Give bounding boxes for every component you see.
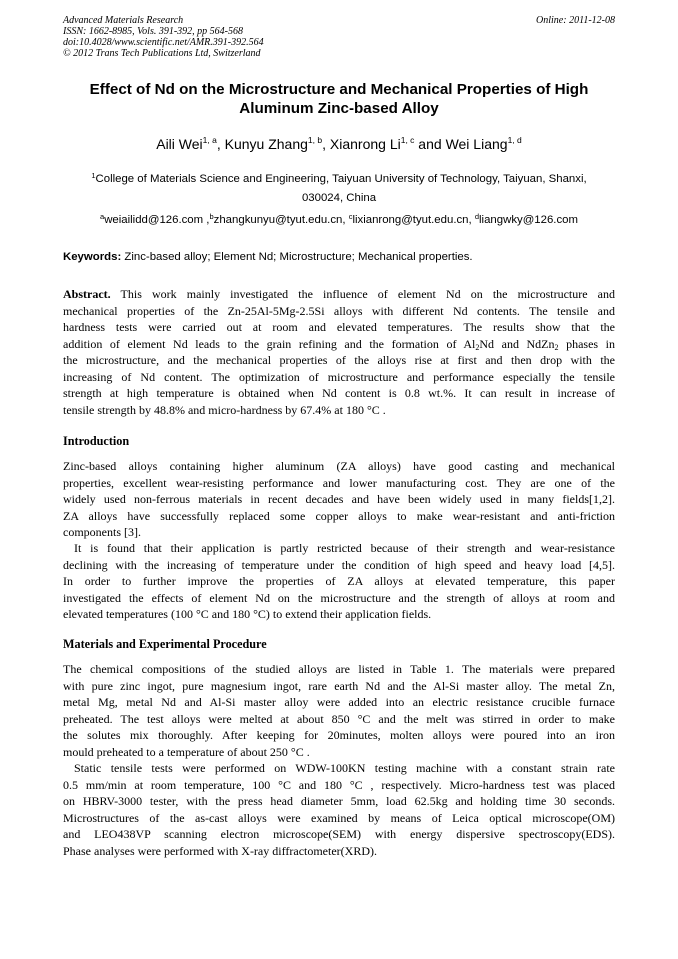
text-line: with pure zinc ingot, pure magnesium ingot, rare earth Nd and the Al-Si master alloy. The metal Zn, [63, 678, 615, 693]
text-line: elevated temperatures (100 °C and 180 °C) to extend their application fields. [63, 607, 432, 621]
keywords-label: Keywords: [63, 251, 122, 263]
text-line: and LEO438VP scanning electron microscope(SEM) with energy dispersive spectroscopy(EDS). [63, 827, 615, 841]
abstract-line: addition of element Nd leads to the grain refining and the formation of $Al_2Nd$ and NdZn$_2$ phases in [63, 336, 615, 352]
affiliation-line-2: 030024, China [301, 192, 377, 204]
author-name: Xianrong Li [329, 136, 401, 152]
text-line: Phase analyses were performed with X-ray diffractometer(XRD). [63, 843, 377, 858]
materials-paragraph-2 [63, 760, 615, 859]
abstract-line: Abstract. This work mainly investigated the influence of element Nd on the microstructure and [63, 287, 615, 301]
text-line: 0.5 mm/min at room temperature, 100 °C and 180 °C , respectively. Micro-hardness test was placed [63, 777, 615, 792]
text-line: mould preheated to a temperature of about 250 °C . [63, 744, 310, 759]
abstract [63, 286, 615, 418]
title-line-2: Aluminum Zinc-based Alloy [239, 100, 439, 117]
email-sup: d [474, 212, 480, 221]
email-sup: c [348, 212, 353, 221]
materials-paragraph-1 [63, 661, 615, 760]
abstract-line: strength at high temperature is obtained when Nd content is 0.8 wt.%. It can result in increase of [63, 386, 615, 400]
email-address: lixianrong@tyut.edu.cn [352, 214, 469, 226]
affiliation-sup: 1 [91, 171, 96, 180]
email-sep: , [203, 214, 210, 226]
text-line: metal Mg, metal Nd and Al-Si master alloy were added into an electric resistance crucible furnace [63, 695, 615, 709]
text-line: the solutes mix thoroughly. After keeping for 20minutes, molten alloys were poured into an iron [63, 728, 615, 742]
text-line: It is found that their application is partly restricted because of their strength and wear-resistance [74, 541, 615, 555]
author-name: Wei Liang [445, 136, 508, 152]
email-sup: b [209, 212, 214, 221]
email-sep: , [342, 214, 349, 226]
text-line: Microstructures of the as-cast alloys were examined by means of Leica optical microscope(OM) [63, 810, 615, 825]
journal-name: Advanced Materials Research [63, 15, 184, 26]
paper-title [63, 80, 615, 118]
author-sep: , [216, 136, 225, 152]
journal-header [63, 15, 615, 59]
copyright-line: © 2012 Trans Tech Publications Ltd, Switzerland [63, 48, 261, 59]
text-line: components [3]. [63, 525, 141, 539]
author-name: Kunyu Zhang [224, 136, 308, 152]
introduction-paragraph-1 [63, 458, 615, 541]
text-line: The chemical compositions of the studied alloys are listed in Table 1. The materials were prepared [63, 662, 615, 676]
issn-line: ISSN: 1662-8985, Vols. 391-392, pp 564-568 [63, 26, 243, 37]
author-sup: 1, a [202, 135, 217, 145]
online-date: Online: 2011-12-08 [536, 15, 615, 26]
author-sep: and [414, 136, 446, 152]
text-line: Static tensile tests were performed on WDW-100KN testing machine with a constant strain rate [74, 761, 615, 775]
section-heading-materials: Materials and Experimental Procedure [63, 637, 267, 651]
author-sup: 1, d [507, 135, 522, 145]
title-line-1: Effect of Nd on the Microstructure and Mechanical Properties of High [89, 81, 589, 98]
email-list [63, 209, 615, 228]
abstract-line: hardness tests were carried out at room and elevated temperatures. The results show that the [63, 320, 615, 334]
author-list [63, 131, 615, 153]
email-sep: , [468, 214, 475, 226]
text-line: preheated. The test alloys were melted at about 850 °C and the melt was stirred in order to make [63, 711, 615, 726]
email-address: zhangkunyu@tyut.edu.cn [213, 214, 343, 226]
text-line: widely used non-ferrous materials in recent decades and have been widely used in many fields[1,2]. [63, 492, 615, 506]
text-line: properties, excellent wear-resisting performance and lower manufacturing cost. They are one of the [63, 475, 615, 490]
email-address: weiailidd@126.com [104, 214, 204, 226]
section-heading-introduction: Introduction [63, 434, 130, 448]
abstract-line: mechanical properties of the Zn-25Al-5Mg-2.5Si alloys with different Nd contents. The tensile and [63, 303, 615, 318]
text-line: on HBRV-3000 tester, with the press head diameter 5mm, load 62.5kg and holding time 30 seconds. [63, 794, 615, 808]
text-line: Zinc-based alloys containing higher aluminum (ZA alloys) have good casting and mechanical [63, 459, 615, 473]
author-sep: , [322, 136, 330, 152]
author-sup: 1, c [400, 135, 415, 145]
email-address: liangwky@126.com [479, 214, 578, 226]
keywords [63, 249, 615, 265]
abstract-line: increasing of Nd content. The optimization of microstructure and performance especially the tensile [63, 369, 615, 384]
text-line: ZA alloys have successfully replaced some copper alloys to make wear-resistant and anti-friction [63, 508, 615, 523]
author-sup: 1, b [307, 135, 323, 145]
introduction-paragraph-2 [63, 540, 615, 623]
text-line: declining with the increasing of temperature under the condition of high speed and heavy load [4,5]. [63, 557, 615, 572]
doi-line: doi:10.4028/www.scientific.net/AMR.391-392.564 [63, 37, 264, 48]
affiliation [63, 166, 615, 208]
abstract-line: tensile strength by 48.8% and micro-hardness by 67.4% at 180 °C . [63, 402, 386, 417]
affiliation-line-1: College of Materials Science and Engineering, Taiyuan University of Technology, Taiyuan, Shanxi, [95, 173, 587, 185]
abstract-line: the microstructure, and the mechanical properties of the alloys rise at first and then drop with the [63, 353, 615, 367]
author-name: Aili Wei [156, 136, 203, 152]
text-line: investigated the effects of element Nd on the microstructure and the strength of alloys at room and [63, 590, 615, 605]
text-line: In order to further improve the properties of ZA alloys at elevated temperature, this paper [63, 574, 615, 588]
abstract-label: Abstract. [63, 287, 111, 301]
keywords-text: Zinc-based alloy; Element Nd; Microstructure; Mechanical properties. [121, 251, 473, 263]
email-sup: a [100, 212, 105, 221]
